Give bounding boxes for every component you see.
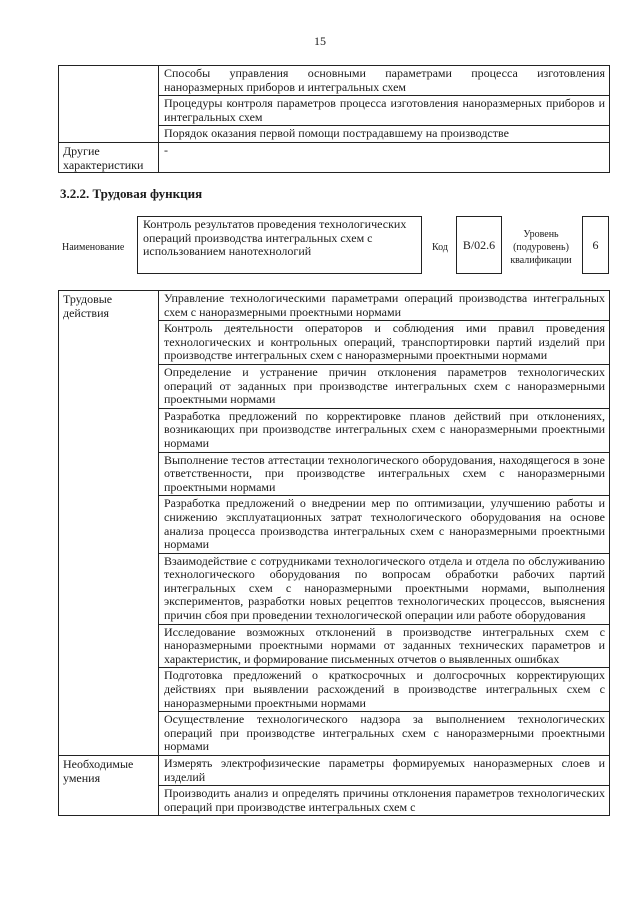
labor-action-item: Разработка предложений по корректировке планов действий при отклонениях, возникающих при производстве интегральных схем с наноразмерными проектными нормами xyxy=(159,408,610,452)
required-skills-label: Необходимые умения xyxy=(59,756,159,816)
other-characteristics-value: - xyxy=(159,142,610,172)
labor-action-item: Контроль деятельности операторов и соблюдения ими правил проведения технологических и контрольных операций, транспортировки партий изделий при производстве интегральных схем с наноразмерными проектными нормами xyxy=(159,321,610,365)
knowledge-item: Порядок оказания первой помощи пострадавшему на производстве xyxy=(159,126,610,143)
qualification-level-value: 6 xyxy=(582,216,609,274)
table-row xyxy=(59,66,610,96)
labor-action-item: Определение и устранение причин отклонения параметров технологических операций от заданных при производстве интегральных схем с наноразмерными проектными нормами xyxy=(159,364,610,408)
skill-item: Производить анализ и определять причины отклонения параметров технологических операций при производстве интегральных схем с xyxy=(159,786,610,816)
knowledge-item: Способы управления основными параметрами процесса изготовления наноразмерных приборов и интегральных схем xyxy=(159,66,610,96)
page-number: 15 xyxy=(314,34,326,48)
labor-actions-label: Трудовые действия xyxy=(59,291,159,756)
function-code-label: Код xyxy=(432,242,448,253)
labor-action-item: Взаимодействие с сотрудниками технологического отдела и отдела по обслуживанию технологического оборудования по вопросам обработки рабочих партий интегральных схем с наноразмерными проектными нормами, выполнения экспериментов, разработки новых рецептов технологических процессов, выяснения причин сбоя при проведении технологической операции или работе оборудования xyxy=(159,553,610,624)
function-code-value: B/02.6 xyxy=(456,216,502,274)
table-row xyxy=(59,291,610,321)
knowledge-continuation-table xyxy=(58,65,610,173)
other-characteristics-label: Другие характеристики xyxy=(59,142,159,172)
labor-action-item: Разработка предложений о внедрении мер по оптимизации, улучшению работы и снижению эксплуатационных затрат технологического оборудования на основе анализа процесса производства интегральных схем с наноразмерными проектными нормами xyxy=(159,496,610,553)
skill-item: Измерять электрофизические параметры формируемых наноразмерных слоев и изделий xyxy=(159,756,610,786)
function-name-label: Наименование xyxy=(62,242,125,253)
labor-action-item: Подготовка предложений о краткосрочных и долгосрочных корректирующих действиях при выявлении расхождений в производстве интегральных схем с наноразмерными проектными нормами xyxy=(159,668,610,712)
labor-action-item: Осуществление технологического надзора за выполнением технологических операций при производстве интегральных схем с наноразмерными проектными нормами xyxy=(159,712,610,756)
table-row xyxy=(59,756,610,786)
empty-label-cell xyxy=(59,66,159,143)
table-row xyxy=(59,142,610,172)
knowledge-item: Процедуры контроля параметров процесса изготовления наноразмерных приборов и интегральных схем xyxy=(159,96,610,126)
labor-function-table xyxy=(58,290,610,816)
labor-action-item: Выполнение тестов аттестации технологического оборудования, находящегося в зоне ответственности, при производстве интегральных схем с наноразмерными проектными нормами xyxy=(159,452,610,496)
labor-action-item: Управление технологическими параметрами операций производства интегральных схем с наноразмерными проектными нормами xyxy=(159,291,610,321)
section-heading: 3.2.2. Трудовая функция xyxy=(60,186,203,201)
qualification-level-label: Уровень (подуровень) квалификации xyxy=(510,229,572,266)
function-name-value: Контроль результатов проведения технологических операций производства интегральных схем с использованием нанотехнологий xyxy=(137,216,422,274)
labor-action-item: Исследование возможных отклонений в производстве интегральных схем с наноразмерными проектными нормами от заданных технических параметров и характеристик, и формирование письменных отчетов о выявленных ошибках xyxy=(159,624,610,668)
